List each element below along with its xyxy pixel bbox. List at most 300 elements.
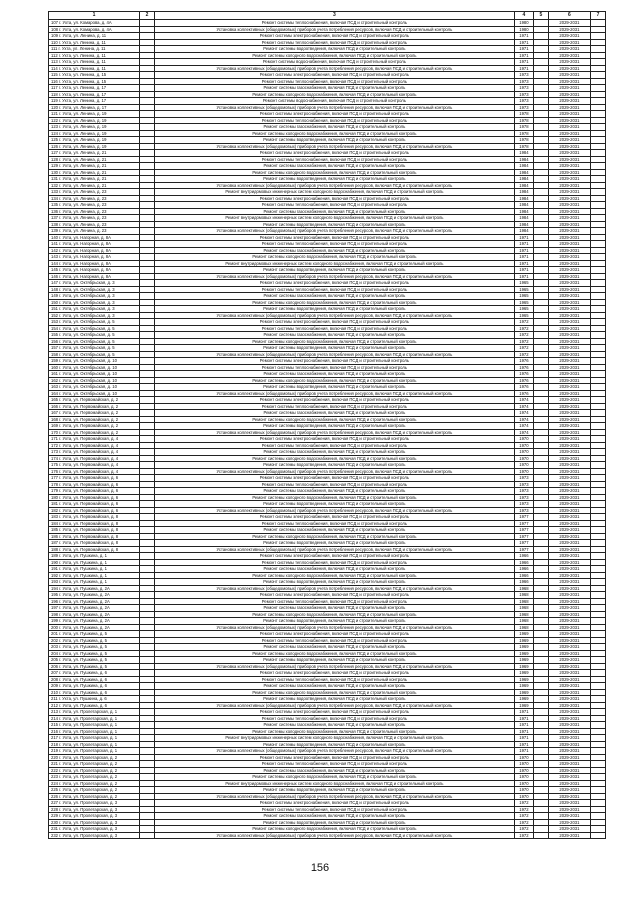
row-period: 2029-2031 [548,832,590,839]
row-year: 1970 [514,767,533,774]
row-year: 1973 [514,72,533,79]
row-period: 2029-2031 [548,598,590,605]
row-work: Установка коллективных (общедомовых) приборов учета потребления ресурсов, включая ПСД и строительный контроль [154,228,514,235]
row-work: Ремонт системы водоотведения, включая ПСД и строительный контроль [154,741,514,748]
row-work: Ремонт системы холодного водоснабжения, включая ПСД и строительный контроль [154,611,514,618]
row-work: Ремонт системы теплоснабжения, включая ПСД и строительный контроль [154,761,514,768]
row-work: Ремонт системы холодного водоснабжения, включая ПСД и строительный контроль [154,826,514,833]
row-period: 2029-2031 [548,442,590,449]
row-address: 232 г. Ухта, ул. Пролетарская, д. 3 [49,832,140,839]
header-row [49,12,606,20]
row-period: 2029-2031 [548,371,590,378]
row-year: 1965 [514,306,533,313]
row-period: 2029-2031 [548,507,590,514]
row-year: 1972 [514,832,533,839]
row-work: Ремонт системы холодного водоснабжения, включая ПСД и строительный контроль [154,533,514,540]
row-period: 2029-2031 [548,358,590,365]
row-work: Ремонт системы теплоснабжения, включая ПСД и строительный контроль [154,676,514,683]
row-period: 2029-2031 [548,332,590,339]
row-address: 190 г. Ухта, ул. Пушкина, д. 1 [49,559,140,566]
row-work: Ремонт системы электроснабжения, включая ПСД и строительный контроль [154,234,514,241]
row-address: 213 г. Ухта, ул. Пролетарская, д. 1 [49,709,140,716]
row-period: 2029-2031 [548,234,590,241]
row-period: 2029-2031 [548,319,590,326]
row-year: 1984 [514,182,533,189]
row-year: 1977 [514,514,533,521]
row-address: 122 г. Ухта, ул. Ленина, д. 19 [49,117,140,124]
row-period: 2029-2031 [548,423,590,430]
row-period: 2029-2031 [548,735,590,742]
row-address: 126 г. Ухта, ул. Ленина, д. 19 [49,143,140,150]
row-work: Ремонт системы холодного водоснабжения, включая ПСД и строительный контроль [154,52,514,59]
row-year: 1969 [514,657,533,664]
row-year: 1976 [514,364,533,371]
row-period: 2029-2031 [548,709,590,716]
row-address: 199 г. Ухта, ул. Пушкина, д. 2А [49,618,140,625]
row-work: Ремонт системы теплоснабжения, включая ПСД и строительный контроль [154,806,514,813]
row-work: Ремонт системы теплоснабжения, включая ПСД и строительный контроль [154,598,514,605]
row-period: 2029-2031 [548,384,590,391]
row-work: Ремонт системы холодного водоснабжения, включая ПСД и строительный контроль [154,455,514,462]
row-address: 139 г. Ухта, ул. Ленина, д. 23 [49,228,140,235]
row-address: 149 г. Ухта, ул. Октябрьская, д. 3 [49,293,140,300]
row-work: Установка коллективных (общедомовых) приборов учета потребления ресурсов, включая ПСД и строительный контроль [154,312,514,319]
row-period: 2029-2031 [548,501,590,508]
row-address: 135 г. Ухта, ул. Ленина, д. 23 [49,202,140,209]
row-period: 2029-2031 [548,273,590,280]
row-address: 144 г. Ухта, ул. Нагорная, д. 8А [49,260,140,267]
row-address: 195 г. Ухта, ул. Пушкина, д. 2А [49,592,140,599]
row-year: 1970 [514,780,533,787]
header-col-1: 1 [49,12,140,20]
row-year: 1984 [514,221,533,228]
row-work: Ремонт системы водоотведения, включая ПСД и строительный контроль [154,618,514,625]
row-year: 1970 [514,442,533,449]
row-period: 2029-2031 [548,208,590,215]
row-address: 214 г. Ухта, ул. Пролетарская, д. 1 [49,715,140,722]
row-year: 1974 [514,429,533,436]
row-work: Установка коллективных (общедомовых) приборов учета потребления ресурсов, включая ПСД и строительный контроль [154,793,514,800]
row-year: 1978 [514,137,533,144]
row-period: 2029-2031 [548,195,590,202]
row-address: 125 г. Ухта, ул. Ленина, д. 19 [49,137,140,144]
row-year: 1971 [514,46,533,53]
row-period: 2029-2031 [548,163,590,170]
row-period: 2029-2031 [548,520,590,527]
row-work: Установка коллективных (общедомовых) приборов учета потребления ресурсов, включая ПСД и строительный контроль [154,182,514,189]
row-year: 1974 [514,403,533,410]
row-period: 2029-2031 [548,488,590,495]
row-period: 2029-2031 [548,546,590,553]
row-period: 2029-2031 [548,429,590,436]
row-period: 2029-2031 [548,468,590,475]
row-work: Ремонт системы водоотведения, включая ПСД и строительный контроль [154,345,514,352]
row-address: 186 г. Ухта, ул. Первомайская, д. 8 [49,533,140,540]
row-period: 2029-2031 [548,182,590,189]
row-address: 215 г. Ухта, ул. Пролетарская, д. 1 [49,722,140,729]
row-address: 118 г. Ухта, ул. Ленина, д. 17 [49,91,140,98]
row-period: 2029-2031 [548,78,590,85]
row-work: Ремонт системы водоотведения, включая ПСД и строительный контроль [154,540,514,547]
row-year: 1971 [514,267,533,274]
row-work: Ремонт системы электроснабжения, включая ПСД и строительный контроль [154,754,514,761]
row-year: 1969 [514,683,533,690]
row-work: Установка коллективных (общедомовых) приборов учета потребления ресурсов, включая ПСД и строительный контроль [154,143,514,150]
row-year: 1966 [514,559,533,566]
row-year: 1980 [514,20,533,27]
row-work: Ремонт системы электроснабжения, включая ПСД и строительный контроль [154,195,514,202]
header-col-6: 6 [548,12,590,20]
row-address: 177 г. Ухта, ул. Первомайская, д. 6 [49,475,140,482]
header-col-4: 4 [514,12,533,20]
row-work: Ремонт системы теплоснабжения, включая ПСД и строительный контроль [154,481,514,488]
row-work: Ремонт системы теплоснабжения, включая ПСД и строительный контроль [154,637,514,644]
row-year: 1965 [514,280,533,287]
row-address: 112 г. Ухта, ул. Ленина, д. 11 [49,52,140,59]
row-address: 224 г. Ухта, ул. Пролетарская, д. 2 [49,780,140,787]
row-work: Ремонт системы водоотведения, включая ПСД и строительный контроль [154,176,514,183]
row-period: 2029-2031 [548,449,590,456]
row-address: 116 г. Ухта, ул. Ленина, д. 15 [49,78,140,85]
table-body [49,20,606,839]
row-period: 2029-2031 [548,98,590,105]
row-work: Установка коллективных (общедомовых) приборов учета потребления ресурсов, включая ПСД и строительный контроль [154,390,514,397]
row-period: 2029-2031 [548,761,590,768]
row-year: 1971 [514,247,533,254]
row-address: 217 г. Ухта, ул. Пролетарская, д. 1 [49,735,140,742]
row-year: 1984 [514,202,533,209]
row-work: Ремонт системы водоотведения, включая ПСД и строительный контроль [154,501,514,508]
row-address: 117 г. Ухта, ул. Ленина, д. 17 [49,85,140,92]
row-work: Ремонт системы электроснабжения, включая ПСД и строительный контроль [154,709,514,716]
row-period: 2029-2031 [548,254,590,261]
row-address: 169 г. Ухта, ул. Первомайская, д. 2 [49,423,140,430]
row-year: 1976 [514,358,533,365]
row-period: 2029-2031 [548,247,590,254]
row-address: 157 г. Ухта, ул. Октябрьская, д. 5 [49,345,140,352]
row-work: Ремонт системы теплоснабжения, включая ПСД и строительный контроль [154,559,514,566]
row-address: 123 г. Ухта, ул. Ленина, д. 19 [49,124,140,131]
row-period: 2029-2031 [548,65,590,72]
row-year: 1978 [514,111,533,118]
row-period: 2029-2031 [548,741,590,748]
row-year: 1966 [514,566,533,573]
row-work: Ремонт системы холодного водоснабжения, включая ПСД и строительный контроль [154,91,514,98]
row-address: 205 г. Ухта, ул. Пушкина, д. 5 [49,657,140,664]
row-work: Ремонт системы теплоснабжения, включая ПСД и строительный контроль [154,20,514,27]
row-address: 189 г. Ухта, ул. Пушкина, д. 1 [49,553,140,560]
row-period: 2029-2031 [548,176,590,183]
row-address: 108 г. Ухта, ул. Комарова, д. 4А [49,26,140,33]
row-address: 161 г. Ухта, ул. Октябрьская, д. 10 [49,371,140,378]
row-year: 1984 [514,189,533,196]
row-address: 151 г. Ухта, ул. Октябрьская, д. 3 [49,306,140,313]
row-period: 2029-2031 [548,767,590,774]
row-work: Ремонт системы газоснабжения, включая ПСД и строительный контроль [154,208,514,215]
row-address: 179 г. Ухта, ул. Первомайская, д. 6 [49,488,140,495]
row-work: Ремонт системы водоотведения, включая ПСД и строительный контроль [154,787,514,794]
row-address: 198 г. Ухта, ул. Пушкина, д. 2А [49,611,140,618]
row-work: Ремонт системы газоснабжения, включая ПСД и строительный контроль [154,683,514,690]
row-work: Ремонт системы электроснабжения, включая ПСД и строительный контроль [154,592,514,599]
row-work: Ремонт системы холодного водоснабжения, включая ПСД и строительный контроль [154,377,514,384]
row-work: Ремонт системы газоснабжения, включая ПСД и строительный контроль [154,332,514,339]
row-work: Ремонт системы теплоснабжения, включая ПСД и строительный контроль [154,156,514,163]
row-year: 1973 [514,488,533,495]
row-period: 2029-2031 [548,475,590,482]
row-address: 158 г. Ухта, ул. Октябрьская, д. 5 [49,351,140,358]
row-period: 2029-2031 [548,280,590,287]
row-period: 2029-2031 [548,624,590,631]
row-year: 1978 [514,130,533,137]
row-year: 1974 [514,410,533,417]
row-year: 1984 [514,163,533,170]
row-period: 2029-2031 [548,91,590,98]
row-period: 2029-2031 [548,559,590,566]
row-year: 1984 [514,150,533,157]
row-period: 2029-2031 [548,345,590,352]
row-address: 136 г. Ухта, ул. Ленина, д. 23 [49,208,140,215]
row-work: Ремонт системы водоснабжения, включая ПСД и строительный контроль [154,59,514,66]
row-work: Ремонт системы газоснабжения, включая ПСД и строительный контроль [154,124,514,131]
row-address: 184 г. Ухта, ул. Первомайская, д. 8 [49,520,140,527]
row-work: Установка коллективных (общедомовых) приборов учета потребления ресурсов, включая ПСД и строительный контроль [154,351,514,358]
row-work: Ремонт системы электроснабжения, включая ПСД и строительный контроль [154,111,514,118]
row-address: 174 г. Ухта, ул. Первомайская, д. 4 [49,455,140,462]
row-address: 146 г. Ухта, ул. Нагорная, д. 8А [49,273,140,280]
row-address: 200 г. Ухта, ул. Пушкина, д. 2А [49,624,140,631]
row-year: 1973 [514,78,533,85]
row-address: 147 г. Ухта, ул. Октябрьская, д. 3 [49,280,140,287]
row-address: 196 г. Ухта, ул. Пушкина, д. 2А [49,598,140,605]
row-year: 1968 [514,605,533,612]
row-address: 115 г. Ухта, ул. Ленина, д. 15 [49,72,140,79]
row-year: 1971 [514,715,533,722]
row-address: 207 г. Ухта, ул. Пушкина, д. 6 [49,670,140,677]
row-year: 1972 [514,806,533,813]
row-work: Ремонт системы водоотведения, включая ПСД и строительный контроль [154,221,514,228]
row-year: 1971 [514,709,533,716]
row-work: Ремонт системы водоотведения, включая ПСД и строительный контроль [154,462,514,469]
row-period: 2029-2031 [548,46,590,53]
row-period: 2029-2031 [548,462,590,469]
row-period: 2029-2031 [548,631,590,638]
row-address: 223 г. Ухта, ул. Пролетарская, д. 2 [49,774,140,781]
row-work: Ремонт системы электроснабжения, включая ПСД и строительный контроль [154,33,514,40]
row-year: 1984 [514,156,533,163]
row-work: Ремонт системы теплоснабжения, включая ПСД и строительный контроль [154,78,514,85]
row-year: 1970 [514,774,533,781]
row-year: 1972 [514,800,533,807]
row-period: 2029-2031 [548,351,590,358]
row-year: 1974 [514,423,533,430]
row-period: 2029-2031 [548,800,590,807]
row-period: 2029-2031 [548,455,590,462]
row-work: Ремонт системы теплоснабжения, включая ПСД и строительный контроль [154,715,514,722]
row-address: 210 г. Ухта, ул. Пушкина, д. 6 [49,689,140,696]
row-period: 2029-2031 [548,813,590,820]
row-work: Ремонт системы электроснабжения, включая ПСД и строительный контроль [154,319,514,326]
row-year: 1969 [514,689,533,696]
row-work: Ремонт системы газоснабжения, включая ПСД и строительный контроль [154,488,514,495]
row-address: 230 г. Ухта, ул. Пролетарская, д. 3 [49,819,140,826]
row-period: 2029-2031 [548,670,590,677]
row-work: Ремонт системы газоснабжения, включая ПСД и строительный контроль [154,247,514,254]
row-address: 166 г. Ухта, ул. Первомайская, д. 2 [49,403,140,410]
row-work: Установка коллективных (общедомовых) приборов учета потребления ресурсов, включая ПСД и строительный контроль [154,468,514,475]
row-period: 2029-2031 [548,650,590,657]
row-period: 2029-2031 [548,637,590,644]
row-year: 1968 [514,611,533,618]
row-year: 1971 [514,741,533,748]
row-work: Ремонт системы водоснабжения, включая ПСД и строительный контроль [154,98,514,105]
row-period: 2029-2031 [548,436,590,443]
row-year: 1969 [514,637,533,644]
row-year: 1977 [514,520,533,527]
row-period: 2029-2031 [548,754,590,761]
row-year: 1971 [514,241,533,248]
row-address: 127 г. Ухта, ул. Ленина, д. 21 [49,150,140,157]
row-work: Ремонт системы теплоснабжения, включая ПСД и строительный контроль [154,117,514,124]
row-work: Ремонт системы водоотведения, включая ПСД и строительный контроль [154,657,514,664]
row-period: 2029-2031 [548,267,590,274]
row-period: 2029-2031 [548,20,590,27]
row-period: 2029-2031 [548,780,590,787]
row-work: Ремонт системы теплоснабжения, включая ПСД и строительный контроль [154,241,514,248]
row-address: 121 г. Ухта, ул. Ленина, д. 19 [49,111,140,118]
row-address: 111 г. Ухта, ул. Ленина, д. 11 [49,46,140,53]
row-work: Ремонт системы водоотведения, включая ПСД и строительный контроль [154,423,514,430]
row-year: 1971 [514,33,533,40]
row-period: 2029-2031 [548,553,590,560]
row-address: 154 г. Ухта, ул. Октябрьская, д. 5 [49,325,140,332]
row-work: Ремонт системы газоснабжения, включая ПСД и строительный контроль [154,644,514,651]
row-year: 1968 [514,624,533,631]
row-work: Установка коллективных (общедомовых) приборов учета потребления ресурсов, включая ПСД и строительный контроль [154,585,514,592]
row-year: 1969 [514,644,533,651]
row-work: Установка коллективных (общедомовых) приборов учета потребления ресурсов, включая ПСД и строительный контроль [154,546,514,553]
row-work: Установка коллективных (общедомовых) приборов учета потребления ресурсов, включая ПСД и строительный контроль [154,26,514,33]
row-work: Ремонт системы холодного водоснабжения, включая ПСД и строительный контроль [154,338,514,345]
row-work: Установка коллективных (общедомовых) приборов учета потребления ресурсов, включая ПСД и строительный контроль [154,663,514,670]
row-year: 1969 [514,702,533,709]
register-table [48,11,606,839]
row-address: 222 г. Ухта, ул. Пролетарская, д. 2 [49,767,140,774]
row-address: 202 г. Ухта, ул. Пушкина, д. 5 [49,637,140,644]
row-period: 2029-2031 [548,663,590,670]
row-year: 1969 [514,676,533,683]
row-year: 1971 [514,260,533,267]
row-year: 1973 [514,85,533,92]
row-work: Ремонт системы водоотведения, включая ПСД и строительный контроль [154,384,514,391]
row-work: Ремонт системы теплоснабжения, включая ПСД и строительный контроль [154,39,514,46]
row-address: 152 г. Ухта, ул. Октябрьская, д. 3 [49,312,140,319]
row-year: 1971 [514,234,533,241]
row-work: Ремонт системы холодного водоснабжения, включая ПСД и строительный контроль [154,130,514,137]
row-work: Ремонт системы холодного водоснабжения, включая ПСД и строительный контроль [154,494,514,501]
row-period: 2029-2031 [548,156,590,163]
row-work: Ремонт системы электроснабжения, включая ПСД и строительный контроль [154,280,514,287]
row-period: 2029-2031 [548,124,590,131]
row-address: 209 г. Ухта, ул. Пушкина, д. 6 [49,683,140,690]
row-address: 119 г. Ухта, ул. Ленина, д. 17 [49,98,140,105]
row-work: Ремонт внутридомовых инженерных систем холодного водоснабжения, включая ПСД и строительный контроль [154,780,514,787]
row-year: 1972 [514,826,533,833]
row-period: 2029-2031 [548,572,590,579]
row-year: 1973 [514,501,533,508]
row-address: 160 г. Ухта, ул. Октябрьская, д. 10 [49,364,140,371]
row-period: 2029-2031 [548,215,590,222]
row-address: 178 г. Ухта, ул. Первомайская, д. 6 [49,481,140,488]
row-period: 2029-2031 [548,39,590,46]
row-period: 2029-2031 [548,325,590,332]
row-work: Ремонт системы теплоснабжения, включая ПСД и строительный контроль [154,286,514,293]
row-year: 1970 [514,455,533,462]
row-address: 110 г. Ухта, ул. Ленина, д. 11 [49,39,140,46]
row-year: 1976 [514,384,533,391]
row-period: 2029-2031 [548,377,590,384]
row-year: 1971 [514,254,533,261]
row-period: 2029-2031 [548,605,590,612]
row-work: Ремонт системы газоснабжения, включая ПСД и строительный контроль [154,605,514,612]
row-work: Ремонт системы электроснабжения, включая ПСД и строительный контроль [154,631,514,638]
row-period: 2029-2031 [548,494,590,501]
row-work: Ремонт системы теплоснабжения, включая ПСД и строительный контроль [154,442,514,449]
row-period: 2029-2031 [548,481,590,488]
row-year: 1970 [514,754,533,761]
row-year: 1973 [514,507,533,514]
row-year: 1977 [514,527,533,534]
row-year: 1970 [514,793,533,800]
header-col-3: 3 [154,12,514,20]
table-row [49,832,606,839]
row-period: 2029-2031 [548,748,590,755]
row-address: 113 г. Ухта, ул. Ленина, д. 11 [49,59,140,66]
row-year: 1984 [514,228,533,235]
row-work: Ремонт системы водоотведения, включая ПСД и строительный контроль [154,46,514,53]
row-period: 2029-2031 [548,722,590,729]
row-address: 109 г. Ухта, ул. Ленина, д. 11 [49,33,140,40]
row-year: 1976 [514,377,533,384]
row-address: 138 г. Ухта, ул. Ленина, д. 23 [49,221,140,228]
row-work: Установка коллективных (общедомовых) приборов учета потребления ресурсов, включая ПСД и строительный контроль [154,748,514,755]
row-period: 2029-2031 [548,117,590,124]
row-work: Ремонт системы теплоснабжения, включая ПСД и строительный контроль [154,364,514,371]
row-address: 191 г. Ухта, ул. Пушкина, д. 1 [49,566,140,573]
row-year: 1970 [514,436,533,443]
row-address: 193 г. Ухта, ул. Пушкина, д. 1 [49,579,140,586]
row-work: Ремонт системы холодного водоснабжения, включая ПСД и строительный контроль [154,416,514,423]
row-address: 218 г. Ухта, ул. Пролетарская, д. 1 [49,741,140,748]
row-work: Ремонт системы газоснабжения, включая ПСД и строительный контроль [154,163,514,170]
row-period: 2029-2031 [548,566,590,573]
row-year: 1980 [514,26,533,33]
header-col-7: 7 [591,12,606,20]
row-year: 1984 [514,195,533,202]
row-work: Ремонт системы электроснабжения, включая ПСД и строительный контроль [154,514,514,521]
row-address: 208 г. Ухта, ул. Пушкина, д. 6 [49,676,140,683]
row-address: 130 г. Ухта, ул. Ленина, д. 21 [49,169,140,176]
row-period: 2029-2031 [548,702,590,709]
row-year: 1973 [514,104,533,111]
row-work: Ремонт системы электроснабжения, включая ПСД и строительный контроль [154,436,514,443]
row-period: 2029-2031 [548,728,590,735]
row-period: 2029-2031 [548,715,590,722]
row-work: Ремонт системы электроснабжения, включая ПСД и строительный контроль [154,553,514,560]
row-address: 137 г. Ухта, ул. Ленина, д. 23 [49,215,140,222]
row-period: 2029-2031 [548,364,590,371]
row-period: 2029-2031 [548,338,590,345]
